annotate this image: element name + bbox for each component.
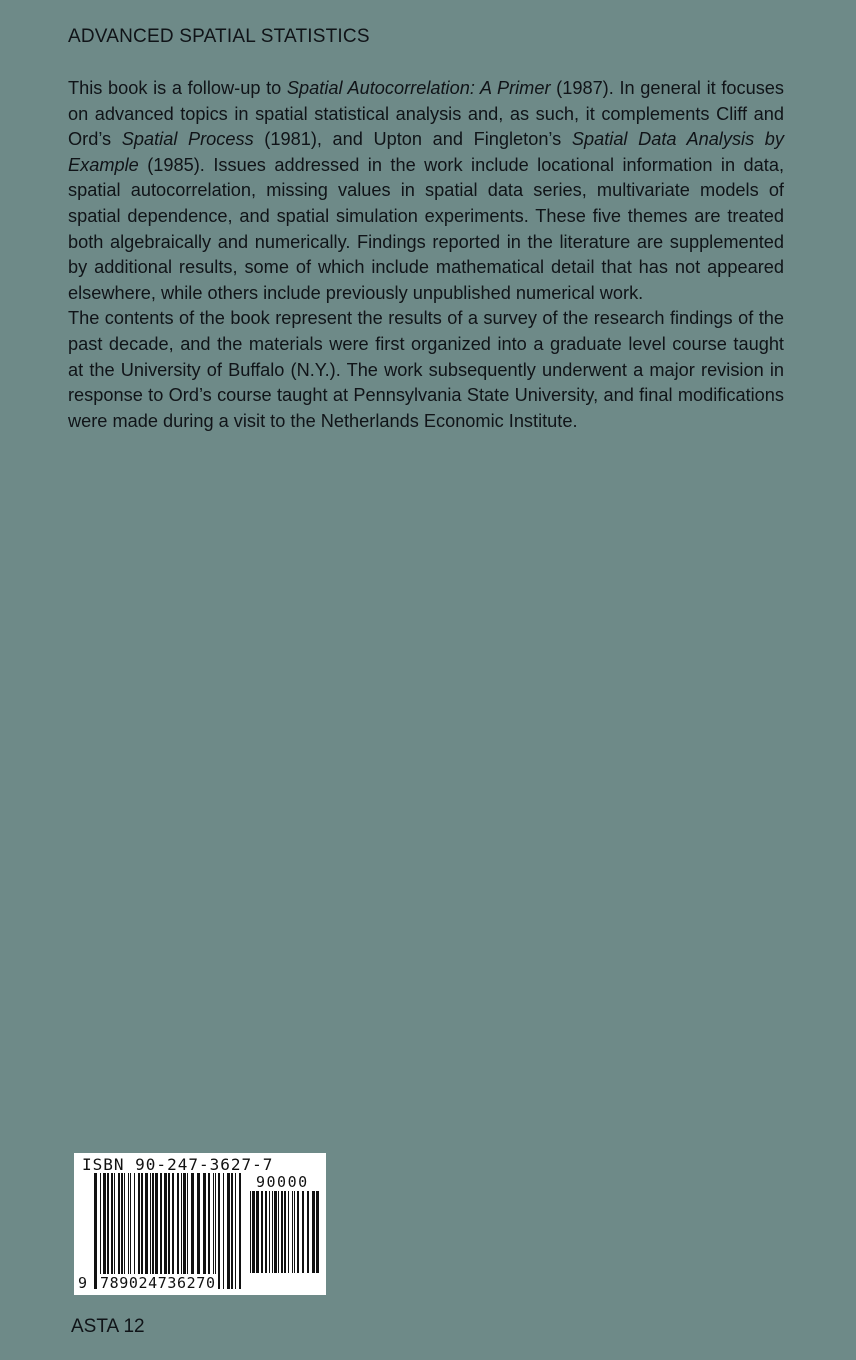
barcode-bar (181, 1173, 182, 1289)
barcode-bar (278, 1191, 279, 1273)
barcode-bar (208, 1173, 210, 1289)
blurb-text: (1981), and Upton and Fingleton’s (253, 129, 572, 150)
barcode-bar (114, 1173, 115, 1289)
barcode-bar (203, 1173, 206, 1289)
barcode-bar (130, 1173, 131, 1289)
barcode-bar (231, 1173, 233, 1289)
barcode-bar (316, 1191, 319, 1273)
barcode-bar (150, 1173, 151, 1289)
barcode-bar (107, 1173, 109, 1289)
barcode-bar (128, 1173, 129, 1289)
barcode-bar (302, 1191, 304, 1273)
barcode-bar (141, 1173, 143, 1289)
ean-digits: 789024736270 (100, 1274, 216, 1292)
ean-first-digit: 9 (78, 1274, 88, 1292)
barcode-bar (312, 1191, 315, 1273)
book-title-spatial-data-analysis: Spatial Data Analysis by Example (68, 129, 784, 175)
barcode-bar (250, 1191, 251, 1273)
blurb-text: (1987). In general it focuses on advanced topics in spatial statistical analysis and, as such, it complements Cliff and Ord’s (68, 78, 785, 150)
barcode-bar (134, 1173, 135, 1289)
barcode-bar (145, 1173, 148, 1289)
barcode-bar (215, 1173, 216, 1289)
barcode-bar (274, 1191, 277, 1273)
barcode-bar (100, 1173, 101, 1289)
barcode-bar (111, 1173, 113, 1289)
book-title-primer: Spatial Autocorrelation: A Primer (286, 78, 551, 98)
barcode-bar (256, 1191, 259, 1273)
barcode-bar (281, 1191, 283, 1273)
barcode-bar (177, 1173, 179, 1289)
barcode-bar (288, 1191, 289, 1273)
blurb-text: (1985). Issues addressed in the work include locational information in data, spatial autocorrelation, missing values in spatial data series, multivariate models of spatial dependence, and spatial simulation experiments. These five themes are treated both algebraically and numerically. Findings reported in the literature are supplemented by additional results, some of which include mathematical detail that has not appeared elsewhere, while others include previously unpublished numerical work. (68, 154, 784, 303)
barcode-bar (118, 1173, 120, 1289)
back-cover-blurb (68, 76, 784, 434)
barcode-bar (235, 1173, 236, 1289)
barcode-bar (168, 1173, 170, 1289)
barcode-bar (307, 1191, 309, 1273)
barcode-bar (227, 1173, 230, 1289)
barcode-bar (155, 1173, 158, 1289)
barcode-bar (121, 1173, 123, 1289)
barcode-bar (103, 1173, 106, 1289)
isbn-label: ISBN 90-247-3627-7 (82, 1155, 274, 1174)
isbn-barcode (74, 1153, 326, 1295)
barcode-bar (218, 1173, 220, 1289)
barcode-bar (292, 1191, 293, 1273)
barcode-bar (164, 1173, 167, 1289)
barcode-bar (94, 1173, 97, 1289)
barcode-bar (261, 1191, 263, 1273)
barcode-bar (191, 1173, 194, 1289)
barcode-bar (124, 1173, 125, 1289)
blurb-text: This book is a follow-up to (68, 78, 287, 98)
blurb-paragraph-2: The contents of the book represent the results of a survey of the research findings of the past decade, and the materials were first organized into a graduate level course taught at the University of Buffalo (N.Y.). The work subsequently underwent a major revision in response to Ord’s course taught at Pennsylvania State University, and final modifications were made during a visit to the Netherlands Economic Institute. (68, 308, 784, 431)
barcode-bar (160, 1173, 162, 1289)
barcode-bar (272, 1191, 273, 1273)
barcode-bar (183, 1173, 186, 1289)
barcode-bar (138, 1173, 140, 1289)
barcode-bar (252, 1191, 255, 1273)
barcode-bar (297, 1191, 299, 1273)
barcode-bar (213, 1173, 214, 1289)
barcode-bar (197, 1173, 200, 1289)
barcode-bar (265, 1191, 267, 1273)
barcode-bar (172, 1173, 174, 1289)
series-title: ADVANCED SPATIAL STATISTICS (68, 26, 370, 47)
book-title-spatial-process: Spatial Process (121, 129, 254, 150)
barcode-bar (239, 1173, 241, 1289)
barcode-bar (269, 1191, 270, 1273)
price-code: 90000 (256, 1173, 309, 1191)
blurb-paragraph-1 (68, 76, 784, 306)
barcode-bar (187, 1173, 188, 1289)
series-number: ASTA 12 (71, 1316, 145, 1337)
barcode-bar (284, 1191, 286, 1273)
barcode-bar (152, 1173, 154, 1289)
barcode-bar (294, 1191, 295, 1273)
barcode-bar (223, 1173, 224, 1289)
